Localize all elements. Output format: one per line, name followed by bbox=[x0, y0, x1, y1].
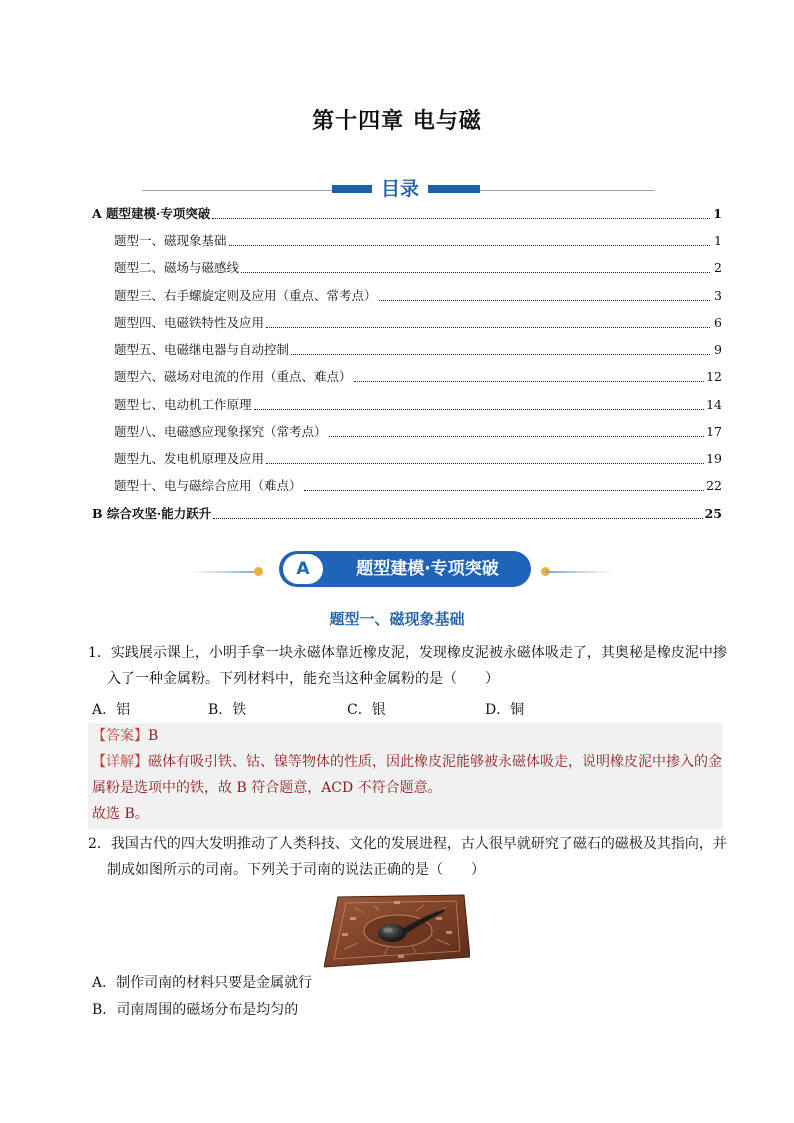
toc-leader-dots bbox=[304, 490, 705, 491]
toc-entry-label: B 综合攻坚·能力跃升 bbox=[92, 506, 212, 521]
toc-entry-label: 题型七、电动机工作原理 bbox=[114, 397, 252, 412]
q1-detail-line2: 属粉是选项中的铁，故 B 符合题意，ACD 不符合题意。 bbox=[92, 780, 442, 796]
q2-option-b[interactable]: B．司南周围的磁场分布是均匀的 bbox=[92, 1002, 299, 1018]
toc-entry-page: 1 bbox=[714, 233, 722, 248]
toc-divider-left bbox=[142, 190, 332, 191]
toc-entry-type-5[interactable] bbox=[114, 340, 722, 358]
toc-entry-a[interactable] bbox=[92, 204, 722, 222]
toc-entry-label: 题型三、右手螺旋定则及应用（重点、常考点） bbox=[114, 288, 377, 303]
toc-title: 目录 bbox=[380, 178, 419, 200]
toc-entry-type-3[interactable] bbox=[114, 286, 722, 304]
toc-entry-label: 题型一、磁现象基础 bbox=[114, 233, 227, 248]
toc-entry-page: 1 bbox=[713, 206, 722, 221]
toc-entry-label: A 题型建模·专项突破 bbox=[92, 206, 211, 221]
answer-tag: 【答案】 bbox=[92, 728, 148, 744]
toc-leader-dots bbox=[379, 300, 710, 301]
q1-conclusion: 故选 B。 bbox=[92, 806, 149, 822]
toc-entry-page: 25 bbox=[704, 506, 722, 521]
banner-deco-dot-left bbox=[254, 567, 263, 576]
toc-entry-page: 3 bbox=[714, 288, 722, 303]
toc-entry-label: 题型五、电磁继电器与自动控制 bbox=[114, 342, 290, 357]
q1-stem-line1: 1．实践展示课上，小明手拿一块永磁体靠近橡皮泥，发现橡皮泥被永磁体吸走了，其奥秘是橡皮泥中掺 bbox=[88, 645, 727, 661]
toc-entry-label: 题型二、磁场与磁感线 bbox=[114, 260, 240, 275]
toc-entry-page: 17 bbox=[706, 424, 722, 439]
toc-entry-page: 9 bbox=[714, 342, 722, 357]
toc-entry-type-4[interactable] bbox=[114, 313, 722, 331]
toc-leader-dots bbox=[229, 245, 710, 246]
q1-detail-line1 bbox=[92, 749, 722, 775]
detail-tag: 【详解】 bbox=[92, 754, 148, 770]
toc-entry-type-10[interactable] bbox=[114, 476, 722, 494]
toc-divider-right bbox=[480, 190, 655, 191]
toc-leader-dots bbox=[212, 218, 710, 219]
toc-entry-label: 题型六、磁场对电流的作用（重点、难点） bbox=[114, 369, 352, 384]
toc-leader-dots bbox=[213, 518, 702, 519]
section-letter-badge: A bbox=[283, 554, 323, 584]
toc-entry-page: 6 bbox=[714, 315, 722, 330]
si-nan-compass-image bbox=[324, 893, 470, 969]
toc-entry-label: 题型四、电磁铁特性及应用 bbox=[114, 315, 265, 330]
section-banner-text: 题型建模·专项突破 bbox=[356, 559, 499, 579]
toc-entry-type-7[interactable] bbox=[114, 395, 722, 413]
toc-leader-dots bbox=[291, 354, 710, 355]
toc-entry-page: 19 bbox=[706, 451, 722, 466]
detail-text-1: 磁体有吸引铁、钴、镍等物体的性质，因此橡皮泥能够被永磁体吸走，说明橡皮泥中掺入的金 bbox=[148, 754, 722, 770]
toc-entry-page: 14 bbox=[706, 397, 722, 412]
toc-entry-type-6[interactable] bbox=[114, 367, 722, 385]
toc-leader-dots bbox=[266, 463, 704, 464]
toc-entry-page: 2 bbox=[714, 260, 722, 275]
toc-leader-dots bbox=[254, 409, 705, 410]
toc-entry-type-8[interactable] bbox=[114, 422, 722, 440]
toc-entry-page: 22 bbox=[706, 478, 722, 493]
q2-option-a[interactable]: A．制作司南的材料只要是金属就行 bbox=[92, 975, 313, 991]
q1-option-c[interactable]: C．银 bbox=[347, 702, 386, 718]
toc-entry-label: 题型九、发电机原理及应用 bbox=[114, 451, 265, 466]
banner-deco-line-right bbox=[545, 571, 613, 573]
toc-entry-b[interactable] bbox=[92, 504, 722, 522]
toc-entry-page: 12 bbox=[706, 369, 722, 384]
q2-stem-line1: 2．我国古代的四大发明推动了人类科技、文化的发展进程，古人很早就研究了磁石的磁极及其指向，并 bbox=[88, 836, 727, 852]
chapter-title: 第十四章 电与磁 bbox=[312, 109, 482, 134]
banner-deco-line-left bbox=[190, 571, 258, 573]
q1-option-a[interactable]: A．铝 bbox=[92, 702, 131, 718]
toc-leader-dots bbox=[354, 381, 705, 382]
q2-stem-line2: 制成如图所示的司南。下列关于司南的说法正确的是（ ） bbox=[107, 862, 485, 878]
toc-entry-type-2[interactable] bbox=[114, 258, 722, 276]
q1-answer-line bbox=[92, 723, 158, 749]
toc-bar-left bbox=[332, 185, 372, 193]
q1-option-d[interactable]: D．铜 bbox=[485, 702, 525, 718]
toc-entry-type-9[interactable] bbox=[114, 449, 722, 467]
toc-entry-label: 题型八、电磁感应现象探究（常考点） bbox=[114, 424, 327, 439]
toc-leader-dots bbox=[266, 327, 710, 328]
q1-option-b[interactable]: B．铁 bbox=[208, 702, 247, 718]
toc-entry-label: 题型十、电与磁综合应用（难点） bbox=[114, 478, 302, 493]
type-heading: 题型一、磁现象基础 bbox=[329, 610, 465, 628]
answer-value: B bbox=[148, 728, 159, 744]
toc-bar-right bbox=[428, 185, 480, 193]
toc-entry-type-1[interactable] bbox=[114, 231, 722, 249]
toc-leader-dots bbox=[241, 272, 710, 273]
q1-stem-line2: 入了一种金属粉。下列材料中，能充当这种金属粉的是（ ） bbox=[107, 671, 499, 687]
toc-leader-dots bbox=[329, 436, 705, 437]
